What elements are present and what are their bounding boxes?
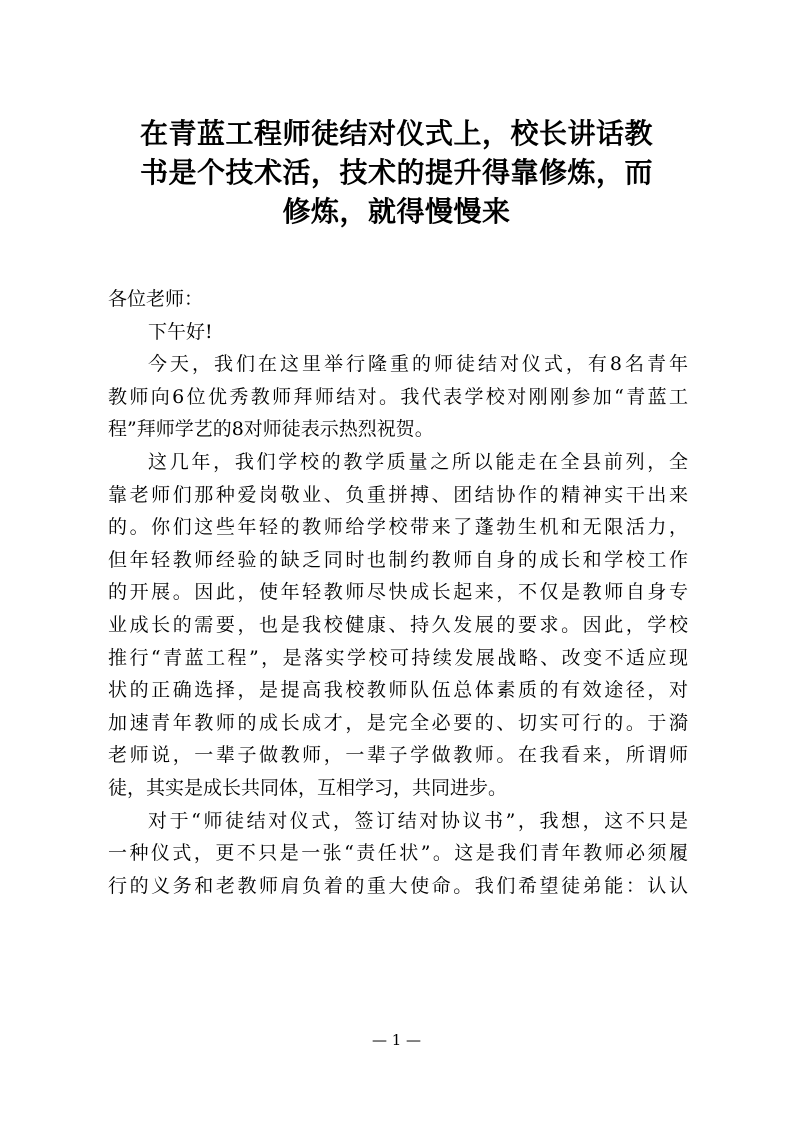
title-line: 在青蓝工程师徒结对仪式上，校长讲话教 — [139, 117, 653, 150]
page-number: — 1 — — [371, 1031, 422, 1049]
document-title — [100, 114, 693, 231]
paragraph-line: 加速青年教师的成长成才，是完全必要的、切实可行的。于漪 — [108, 711, 688, 734]
paragraph-line: 今天，我们在这里举行隆重的师徒结对仪式，有8名青年 — [148, 353, 688, 376]
paragraph-line: 但年轻教师经验的缺乏同时也制约教师自身的成长和学校工作 — [108, 548, 688, 571]
document-body — [108, 283, 688, 902]
paragraph-line: 推行“青蓝工程”，是落实学校可持续发展战略、改变不适应现 — [108, 646, 688, 669]
paragraph-line: 下午好! — [148, 320, 213, 343]
paragraph-line: 一种仪式，更不只是一张“责任状”。这是我们青年教师必须履 — [108, 842, 688, 865]
title-line: 修炼，就得慢慢来 — [282, 195, 511, 228]
paragraph-line: 行的义务和老教师肩负着的重大使命。我们希望徒弟能：认认 — [108, 874, 688, 897]
paragraph-line: 教师向6位优秀教师拜师结对。我代表学校对刚刚参加“青蓝工 — [108, 385, 688, 408]
title-line: 书是个技术活，技术的提升得靠修炼，而 — [139, 156, 653, 189]
paragraph-line: 的开展。因此，使年轻教师尽快成长起来，不仅是教师自身专 — [108, 581, 688, 604]
paragraph-line: 这几年，我们学校的教学质量之所以能走在全县前列，全 — [148, 450, 688, 473]
paragraph-line: 的。你们这些年轻的教师给学校带来了蓬勃生机和无限活力， — [108, 516, 688, 539]
paragraph-line: 靠老师们那种爱岗敬业、负重拼搏、团结协作的精神实干出来 — [108, 483, 688, 506]
paragraph-line: 业成长的需要，也是我校健康、持久发展的要求。因此，学校 — [108, 613, 688, 636]
paragraph-line: 对于“师徒结对仪式，签订结对协议书”，我想，这不只是 — [148, 809, 688, 832]
paragraph-line: 徒，其实是成长共同体，互相学习，共同进步。 — [108, 776, 508, 799]
paragraph-line: 程”拜师学艺的8对师徒表示热烈祝贺。 — [108, 418, 434, 441]
paragraph-line: 状的正确选择，是提高我校教师队伍总体素质的有效途径，对 — [108, 679, 688, 702]
paragraph-line: 老师说，一辈子做教师，一辈子学做教师。在我看来，所谓师 — [108, 744, 688, 767]
salutation: 各位老师： — [108, 288, 204, 310]
